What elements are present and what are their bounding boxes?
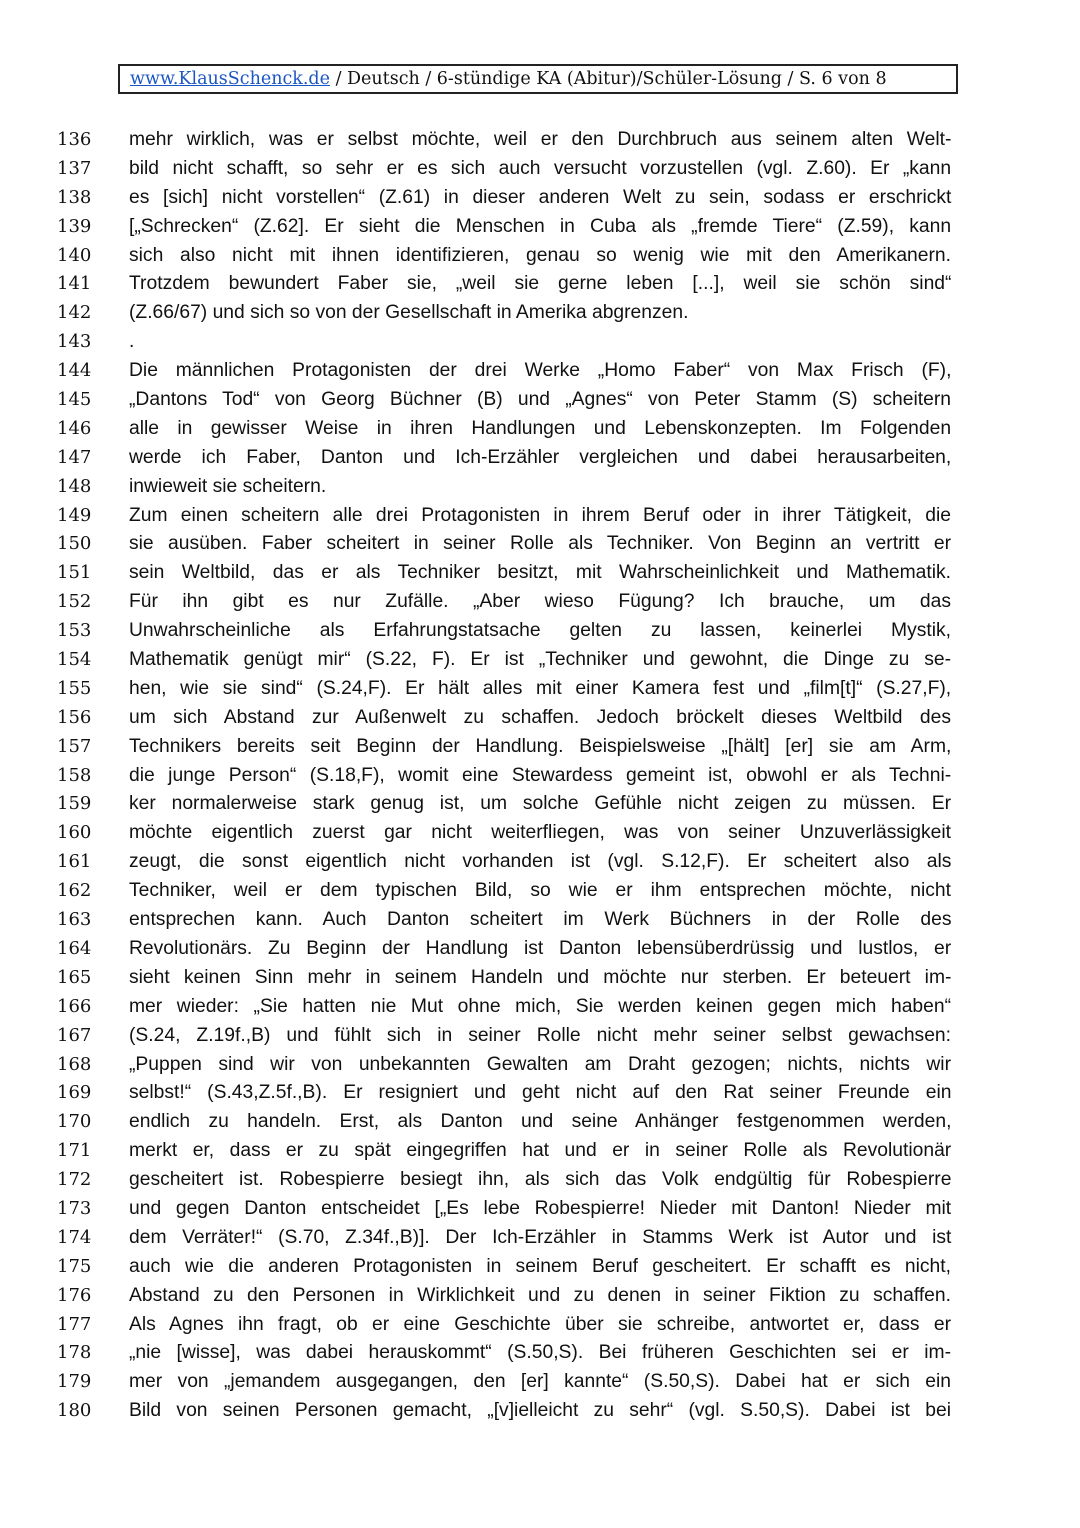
line-text: sieht keinen Sinn mehr in seinem Handeln und möchte nur sterben. Er beteuert im- — [129, 966, 952, 988]
line-number: 138 — [57, 186, 92, 208]
text-line — [0, 1311, 1080, 1340]
line-number: 142 — [57, 302, 92, 324]
line-text: endlich zu handeln. Erst, als Danton und seine Anhänger festgenommen werden, — [129, 1111, 952, 1133]
text-line — [0, 993, 1080, 1022]
text-line — [0, 299, 1080, 328]
text-line — [0, 415, 1080, 444]
line-number: 149 — [57, 504, 92, 526]
line-text: sich also nicht mit ihnen identifizieren, genau so wenig wie mit den Amerikanern. — [129, 244, 951, 266]
line-number: 156 — [57, 706, 92, 728]
line-text: sein Weltbild, das er als Techniker besitzt, mit Wahrscheinlichkeit und Mathematik. — [129, 562, 951, 584]
line-number: 141 — [57, 273, 92, 295]
line-text: mehr wirklich, was er selbst möchte, weil er den Durchbruch aus seinem alten Welt- — [129, 129, 952, 150]
text-line — [0, 1282, 1080, 1311]
text-line — [0, 270, 1080, 299]
text-line — [0, 704, 1080, 733]
line-number: 179 — [57, 1371, 92, 1393]
line-text: (Z.66/67) und sich so von der Gesellschaft in Amerika abgrenzen. — [129, 302, 689, 324]
text-line — [0, 848, 1080, 877]
text-line — [0, 155, 1080, 184]
text-line — [0, 964, 1080, 993]
text-line — [0, 213, 1080, 242]
line-text: alle in gewisser Weise in ihren Handlungen und Lebenskonzepten. Im Folgenden — [129, 417, 952, 439]
text-line — [0, 386, 1080, 415]
line-text: . — [129, 331, 135, 353]
line-number: 174 — [57, 1226, 92, 1248]
line-number: 150 — [57, 533, 92, 555]
line-text: inwieweit sie scheitern. — [129, 475, 327, 497]
line-text: Zum einen scheitern alle drei Protagonisten in ihrem Beruf oder in ihrer Tätigkeit, die — [129, 504, 951, 526]
text-line — [0, 877, 1080, 906]
line-number: 170 — [57, 1111, 92, 1133]
line-number: 171 — [57, 1140, 92, 1162]
line-number: 169 — [57, 1082, 92, 1104]
line-text: sie ausüben. Faber scheitert in seiner Rolle als Techniker. Von Beginn an vertritt er — [129, 533, 951, 555]
line-text: es [sich] nicht vorstellen“ (Z.61) in dieser anderen Welt zu sein, sodass er erschrickt — [129, 186, 952, 208]
line-number: 159 — [57, 793, 92, 815]
document-body — [0, 126, 1080, 1426]
line-number: 180 — [57, 1400, 92, 1422]
line-text: „nie [wisse], was dabei herauskommt“ (S.50,S). Bei früheren Geschichten sei er im- — [129, 1342, 951, 1364]
line-number: 145 — [57, 389, 92, 411]
line-number: 175 — [57, 1255, 92, 1277]
line-text: möchte eigentlich zuerst gar nicht weiterfliegen, was von seiner Unzuverlässigkeit — [129, 822, 951, 844]
text-line — [0, 1224, 1080, 1253]
line-text: Mathematik genügt mir“ (S.22, F). Er ist „Techniker und gewohnt, die Dinge zu se- — [129, 649, 951, 671]
text-line — [0, 790, 1080, 819]
line-text: Für ihn gibt es nur Zufälle. „Aber wieso Fügung? Ich brauche, um das — [129, 591, 951, 613]
line-number: 151 — [57, 562, 92, 584]
text-line — [0, 675, 1080, 704]
line-text: ker normalerweise stark genug ist, um solche Gefühle nicht zeigen zu müssen. Er — [129, 793, 951, 815]
line-number: 147 — [57, 446, 92, 468]
line-number: 154 — [57, 649, 92, 671]
text-line — [0, 444, 1080, 473]
text-line — [0, 357, 1080, 386]
text-line — [0, 646, 1080, 675]
line-number: 136 — [57, 129, 92, 150]
line-number: 152 — [57, 591, 92, 613]
page-header — [118, 64, 958, 94]
text-line — [0, 1108, 1080, 1137]
line-number: 164 — [57, 937, 92, 959]
line-text: Trotzdem bewundert Faber sie, „weil sie gerne leben [...], weil sie schön sind“ — [129, 273, 952, 295]
line-text: Die männlichen Protagonisten der drei Werke „Homo Faber“ von Max Frisch (F), — [129, 360, 952, 382]
text-line — [0, 559, 1080, 588]
line-text: Revolutionärs. Zu Beginn der Handlung ist Danton lebensüberdrüssig und lustlos, er — [129, 937, 952, 959]
line-text: gescheitert ist. Robespierre besiegt ihn, als sich das Volk endgültig für Robespierre — [129, 1169, 952, 1191]
line-number: 146 — [57, 417, 92, 439]
line-text: selbst!“ (S.43,Z.5f.,B). Er resigniert und geht nicht auf den Rat seiner Freunde ein — [129, 1082, 952, 1104]
text-line — [0, 588, 1080, 617]
line-text: mer wieder: „Sie hatten nie Mut ohne mich, Sie werden keinen gegen mich haben“ — [129, 995, 952, 1017]
text-line — [0, 1253, 1080, 1282]
line-text: [„Schrecken“ (Z.62]. Er sieht die Menschen in Cuba als „fremde Tiere“ (Z.59), kann — [129, 215, 952, 237]
line-number: 168 — [57, 1053, 92, 1075]
line-number: 139 — [57, 215, 92, 237]
line-number: 155 — [57, 677, 92, 699]
line-text: (S.24, Z.19f.,B) und fühlt sich in seiner Rolle nicht mehr seiner selbst gewachsen: — [129, 1024, 951, 1046]
text-line — [0, 617, 1080, 646]
text-line — [0, 328, 1080, 357]
line-number: 137 — [57, 157, 92, 179]
line-number: 166 — [57, 995, 92, 1017]
text-line — [0, 1022, 1080, 1051]
text-line — [0, 473, 1080, 502]
line-number: 165 — [57, 966, 92, 988]
text-line — [0, 1166, 1080, 1195]
line-text: Technikers bereits seit Beginn der Handlung. Beispielsweise „[hält] [er] sie am Arm, — [129, 735, 952, 757]
text-line — [0, 1079, 1080, 1108]
text-line — [0, 530, 1080, 559]
line-text: bild nicht schafft, so sehr er es sich auch versucht vorzustellen (vgl. Z.60). Er „kann — [129, 157, 952, 179]
text-line — [0, 184, 1080, 213]
line-number: 144 — [57, 360, 92, 382]
line-text: werde ich Faber, Danton und Ich-Erzähler vergleichen und dabei herausarbeiten, — [129, 446, 952, 468]
line-text: und gegen Danton entscheidet [„Es lebe Robespierre! Nieder mit Danton! Nieder mit — [129, 1197, 952, 1219]
line-number: 178 — [57, 1342, 92, 1364]
text-line — [0, 906, 1080, 935]
line-number: 153 — [57, 620, 92, 642]
line-text: merkt er, dass er zu spät eingegriffen hat und er in seiner Rolle als Revolutionär — [129, 1140, 952, 1162]
line-text: „Dantons Tod“ von Georg Büchner (B) und „Agnes“ von Peter Stamm (S) scheitern — [129, 389, 951, 411]
line-number: 143 — [57, 331, 92, 353]
line-text: Unwahrscheinliche als Erfahrungstatsache gelten zu lassen, keinerlei Mystik, — [129, 620, 951, 642]
line-text: dem Verräter!“ (S.70, Z.34f.,B)]. Der Ich-Erzähler in Stamms Werk ist Autor und ist — [129, 1226, 952, 1248]
line-number: 173 — [57, 1197, 92, 1219]
line-number: 161 — [57, 851, 92, 873]
line-text: Techniker, weil er dem typischen Bild, so wie er ihm entsprechen möchte, nicht — [129, 880, 951, 902]
line-text: entsprechen kann. Auch Danton scheitert im Werk Büchners in der Rolle des — [129, 909, 952, 931]
text-line — [0, 502, 1080, 531]
text-line — [0, 1195, 1080, 1224]
text-line — [0, 1051, 1080, 1080]
line-text: Als Agnes ihn fragt, ob er eine Geschichte über sie schreibe, antwortet er, dass er — [129, 1313, 951, 1335]
website-link[interactable]: www.KlausSchenck.de — [130, 69, 330, 89]
text-line — [0, 1339, 1080, 1368]
text-line — [0, 762, 1080, 791]
line-number: 167 — [57, 1024, 92, 1046]
line-text: auch wie die anderen Protagonisten in seinem Beruf gescheitert. Er schafft es nicht, — [129, 1255, 951, 1277]
line-number: 160 — [57, 822, 92, 844]
line-text: die junge Person“ (S.18,F), womit eine Stewardess gemeint ist, obwohl er als Techni- — [129, 764, 952, 786]
line-text: Abstand zu den Personen in Wirklichkeit und zu denen in seiner Fiktion zu schaffen. — [129, 1284, 951, 1306]
text-line — [0, 733, 1080, 762]
line-number: 163 — [57, 909, 92, 931]
line-text: Bild von seinen Personen gemacht, „[v]ielleicht zu sehr“ (vgl. S.50,S). Dabei ist bei — [129, 1400, 952, 1422]
line-number: 140 — [57, 244, 92, 266]
text-line — [0, 819, 1080, 848]
header-info: / Deutsch / 6-stündige KA (Abitur)/Schüler-Lösung / S. 6 von 8 — [330, 69, 887, 89]
line-text: mer von „jemandem ausgegangen, den [er] kannte“ (S.50,S). Dabei hat er sich ein — [129, 1371, 952, 1393]
line-number: 148 — [57, 475, 92, 497]
line-text: „Puppen sind wir von unbekannten Gewalten am Draht gezogen; nichts, nichts wir — [129, 1053, 951, 1075]
line-text: hen, wie sie sind“ (S.24,F). Er hält alles mit einer Kamera fest und „film[t]“ (S.27,F), — [129, 677, 952, 699]
text-line — [0, 1397, 1080, 1426]
line-number: 176 — [57, 1284, 92, 1306]
text-line — [0, 1137, 1080, 1166]
line-number: 158 — [57, 764, 92, 786]
line-number: 162 — [57, 880, 92, 902]
text-line — [0, 242, 1080, 271]
line-number: 177 — [57, 1313, 92, 1335]
line-text: um sich Abstand zur Außenwelt zu schaffen. Jedoch bröckelt dieses Weltbild des — [129, 706, 951, 728]
text-line — [0, 126, 1080, 155]
line-text: zeugt, die sonst eigentlich nicht vorhanden ist (vgl. S.12,F). Er scheitert also als — [129, 851, 952, 873]
line-number: 172 — [57, 1169, 92, 1191]
line-number: 157 — [57, 735, 92, 757]
text-line — [0, 935, 1080, 964]
text-line — [0, 1368, 1080, 1397]
